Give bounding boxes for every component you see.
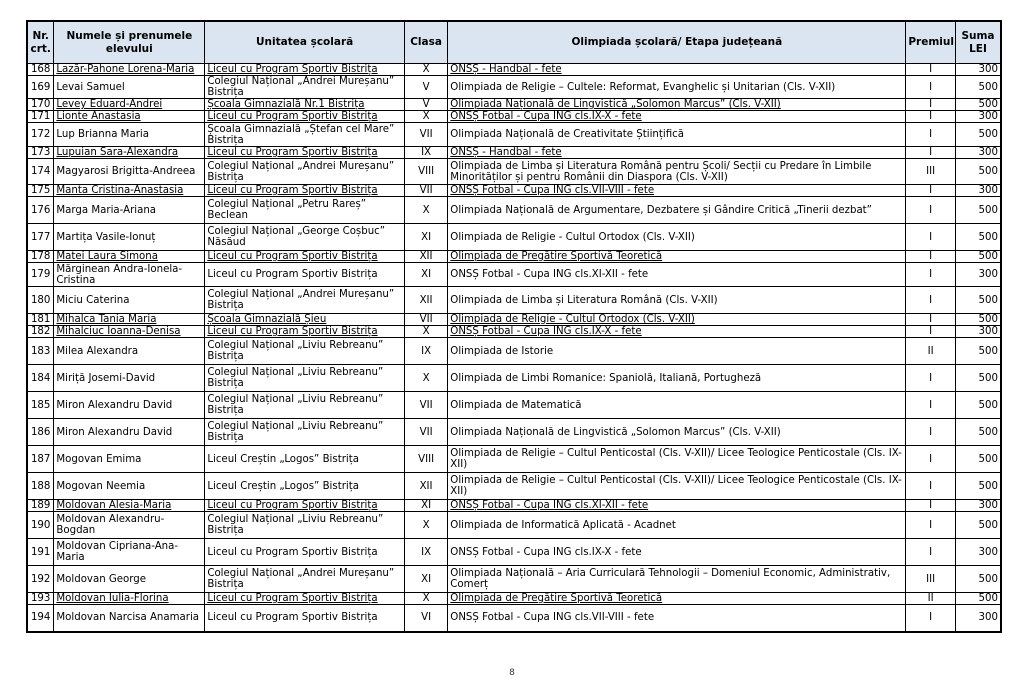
row-class: VIII [404, 159, 447, 185]
table-row [27, 500, 1001, 512]
row-prize: II [906, 338, 956, 365]
row-sum: 300 [955, 539, 1001, 566]
header-class: Clasa [404, 21, 447, 64]
row-name: Lazăr-Pahone Lorena-Maria [54, 64, 205, 76]
row-prize: I [906, 512, 956, 539]
row-prize: I [906, 185, 956, 197]
row-class: IX [404, 338, 447, 365]
row-school: Colegiul Național „Liviu Rebreanu” Bistrița [205, 419, 405, 446]
row-name: Lup Brianna Maria [54, 123, 205, 147]
row-prize: I [906, 473, 956, 500]
table-row [27, 287, 1001, 314]
header-olympiad: Olimpiada școlară/ Etapa județeană [448, 21, 906, 64]
row-olympiad: ONSȘ Fotbal - Cupa ING cls.IX-X - fete [448, 326, 906, 338]
row-sum: 500 [955, 251, 1001, 263]
row-school: Colegiul Național „Andrei Mureșanu” Bistrița [205, 76, 405, 99]
row-nr: 170 [27, 99, 54, 111]
table-row [27, 512, 1001, 539]
row-school: Liceul cu Program Sportiv Bistrița [205, 326, 405, 338]
row-school: Școala Gimnazială „Ștefan cel Mare” Bistrița [205, 123, 405, 147]
row-olympiad: Olimpiada Națională de Lingvistică „Solomon Marcus” (Cls. V-XII) [448, 99, 906, 111]
row-school: Liceul cu Program Sportiv Bistrița [205, 251, 405, 263]
row-sum: 500 [955, 338, 1001, 365]
row-olympiad: ONSȘ - Handbal - fete [448, 147, 906, 159]
table-row [27, 197, 1001, 224]
row-name: Matei Laura Simona [54, 251, 205, 263]
row-sum: 500 [955, 224, 1001, 251]
row-sum: 500 [955, 566, 1001, 593]
row-prize: I [906, 539, 956, 566]
row-olympiad: Olimpiada Națională – Aria Curriculară Tehnologii – Domeniul Economic, Administrativ, Comerț [448, 566, 906, 593]
row-class: X [404, 197, 447, 224]
row-class: XI [404, 263, 447, 287]
row-nr: 169 [27, 76, 54, 99]
row-olympiad: Olimpiada de Religie - Cultul Ortodox (Cls. V-XII) [448, 224, 906, 251]
table-row [27, 593, 1001, 605]
row-prize: I [906, 64, 956, 76]
row-olympiad: Olimpiada de Limbi Romanice: Spaniolă, Italiană, Portugheză [448, 365, 906, 392]
row-school: Liceul cu Program Sportiv Bistrița [205, 111, 405, 123]
row-school: Colegiul Național „Andrei Mureșanu” Bistrița [205, 159, 405, 185]
row-prize: I [906, 500, 956, 512]
table-row [27, 446, 1001, 473]
row-sum: 500 [955, 593, 1001, 605]
row-name: Moldovan Iulia-Florina [54, 593, 205, 605]
row-prize: III [906, 159, 956, 185]
row-olympiad: Olimpiada de Istorie [448, 338, 906, 365]
row-class: XI [404, 500, 447, 512]
row-class: XII [404, 251, 447, 263]
row-nr: 184 [27, 365, 54, 392]
row-class: VII [404, 392, 447, 419]
row-school: Colegiul Național „George Coșbuc” Năsăud [205, 224, 405, 251]
row-olympiad: ONSȘ - Handbal - fete [448, 64, 906, 76]
row-sum: 300 [955, 147, 1001, 159]
row-name: Moldovan Alesia-Maria [54, 500, 205, 512]
row-school: Liceul cu Program Sportiv Bistrița [205, 500, 405, 512]
row-prize: I [906, 326, 956, 338]
header-school: Unitatea școlară [205, 21, 405, 64]
row-nr: 178 [27, 251, 54, 263]
table-row [27, 326, 1001, 338]
row-sum: 500 [955, 392, 1001, 419]
row-class: X [404, 512, 447, 539]
row-class: IX [404, 539, 447, 566]
table-row [27, 224, 1001, 251]
row-sum: 500 [955, 287, 1001, 314]
table-body [27, 64, 1001, 632]
row-school: Colegiul Național „Liviu Rebreanu” Bistrița [205, 365, 405, 392]
row-sum: 500 [955, 419, 1001, 446]
row-prize: I [906, 251, 956, 263]
table-row [27, 539, 1001, 566]
row-olympiad: ONSȘ Fotbal - Cupa ING cls.IX-X - fete [448, 111, 906, 123]
table-row [27, 64, 1001, 76]
row-prize: I [906, 224, 956, 251]
row-olympiad: Olimpiada de Religie - Cultul Ortodox (Cls. V-XII) [448, 314, 906, 326]
row-school: Colegiul Național „Andrei Mureșanu” Bistrița [205, 287, 405, 314]
row-name: Manta Cristina-Anastasia [54, 185, 205, 197]
row-nr: 179 [27, 263, 54, 287]
row-name: Mogovan Neemia [54, 473, 205, 500]
row-prize: II [906, 593, 956, 605]
row-sum: 300 [955, 111, 1001, 123]
row-class: X [404, 64, 447, 76]
header-sum: Suma LEI [955, 21, 1001, 64]
row-sum: 500 [955, 365, 1001, 392]
row-class: V [404, 76, 447, 99]
row-sum: 500 [955, 197, 1001, 224]
table-row [27, 159, 1001, 185]
row-name: Moldovan George [54, 566, 205, 593]
row-name: Mihalciuc Ioanna-Denisa [54, 326, 205, 338]
row-sum: 500 [955, 159, 1001, 185]
table-row [27, 419, 1001, 446]
row-olympiad: Olimpiada de Matematică [448, 392, 906, 419]
row-school: Colegiul Național „Petru Rareș” Beclean [205, 197, 405, 224]
row-class: IX [404, 147, 447, 159]
row-sum: 500 [955, 76, 1001, 99]
row-class: XII [404, 473, 447, 500]
row-nr: 185 [27, 392, 54, 419]
row-name: Lupuian Sara-Alexandra [54, 147, 205, 159]
row-sum: 500 [955, 314, 1001, 326]
row-class: X [404, 365, 447, 392]
row-prize: I [906, 263, 956, 287]
row-prize: I [906, 605, 956, 632]
row-nr: 174 [27, 159, 54, 185]
row-name: Lionte Anastasia [54, 111, 205, 123]
row-nr: 193 [27, 593, 54, 605]
table-row [27, 147, 1001, 159]
row-school: Liceul Creștin „Logos” Bistrița [205, 473, 405, 500]
row-olympiad: Olimpiada de Limba și Literatura Română (Cls. V-XII) [448, 287, 906, 314]
row-olympiad: ONSȘ Fotbal - Cupa ING cls.XI-XII - fete [448, 500, 906, 512]
row-class: VII [404, 123, 447, 147]
row-olympiad: ONSȘ Fotbal - Cupa ING cls.IX-X - fete [448, 539, 906, 566]
row-sum: 500 [955, 99, 1001, 111]
row-sum: 500 [955, 446, 1001, 473]
table-row [27, 263, 1001, 287]
row-prize: I [906, 111, 956, 123]
row-prize: I [906, 446, 956, 473]
row-school: Liceul cu Program Sportiv Bistrița [205, 593, 405, 605]
row-olympiad: Olimpiada Națională de Lingvistică „Solomon Marcus” (Cls. V-XII) [448, 419, 906, 446]
row-nr: 183 [27, 338, 54, 365]
row-name: Magyarosi Brigitta-Andreea [54, 159, 205, 185]
row-nr: 182 [27, 326, 54, 338]
table-row [27, 99, 1001, 111]
row-olympiad: Olimpiada de Limba și Literatura Română pentru Școli/ Secții cu Predare în Limbile Minorităților și pentru Românii din Diaspora (Cls. V-XII) [448, 159, 906, 185]
row-nr: 181 [27, 314, 54, 326]
row-class: VII [404, 314, 447, 326]
row-prize: I [906, 147, 956, 159]
row-nr: 176 [27, 197, 54, 224]
row-nr: 180 [27, 287, 54, 314]
row-nr: 191 [27, 539, 54, 566]
row-prize: I [906, 197, 956, 224]
row-prize: III [906, 566, 956, 593]
row-name: Mihalca Tania Maria [54, 314, 205, 326]
row-nr: 189 [27, 500, 54, 512]
row-school: Colegiul Național „Liviu Rebreanu” Bistrița [205, 338, 405, 365]
row-sum: 300 [955, 326, 1001, 338]
row-olympiad: ONSȘ Fotbal - Cupa ING cls.XI-XII - fete [448, 263, 906, 287]
row-nr: 168 [27, 64, 54, 76]
row-nr: 177 [27, 224, 54, 251]
row-class: VII [404, 419, 447, 446]
row-nr: 175 [27, 185, 54, 197]
row-class: VIII [404, 446, 447, 473]
row-name: Miron Alexandru David [54, 392, 205, 419]
row-nr: 171 [27, 111, 54, 123]
row-prize: I [906, 365, 956, 392]
row-name: Mogovan Emima [54, 446, 205, 473]
row-olympiad: Olimpiada de Religie – Cultul Penticostal (Cls. V-XII)/ Licee Teologice Penticostale (Cls. IX-XII) [448, 446, 906, 473]
row-nr: 192 [27, 566, 54, 593]
row-name: Miciu Caterina [54, 287, 205, 314]
row-school: Liceul Creștin „Logos” Bistrița [205, 446, 405, 473]
row-school: Liceul cu Program Sportiv Bistrița [205, 605, 405, 632]
page-number: 8 [509, 668, 515, 678]
header-nr: Nr. crt. [27, 21, 54, 64]
row-name: Levai Samuel [54, 76, 205, 99]
row-school: Colegiul Național „Liviu Rebreanu” Bistrița [205, 512, 405, 539]
table-row [27, 185, 1001, 197]
row-nr: 172 [27, 123, 54, 147]
table-row [27, 566, 1001, 593]
row-prize: I [906, 123, 956, 147]
row-prize: I [906, 76, 956, 99]
row-name: Moldovan Alexandru-Bogdan [54, 512, 205, 539]
table-row [27, 251, 1001, 263]
row-class: V [404, 99, 447, 111]
table-row [27, 392, 1001, 419]
row-class: X [404, 593, 447, 605]
row-name: Martița Vasile-Ionuț [54, 224, 205, 251]
row-school: Liceul cu Program Sportiv Bistrița [205, 147, 405, 159]
row-nr: 173 [27, 147, 54, 159]
table-row [27, 314, 1001, 326]
table-row [27, 123, 1001, 147]
table-row [27, 365, 1001, 392]
row-nr: 194 [27, 605, 54, 632]
row-name: Marga Maria-Ariana [54, 197, 205, 224]
row-sum: 300 [955, 64, 1001, 76]
row-name: Miron Alexandru David [54, 419, 205, 446]
row-nr: 190 [27, 512, 54, 539]
row-name: Mărginean Andra-Ionela-Cristina [54, 263, 205, 287]
row-nr: 186 [27, 419, 54, 446]
row-name: Miriță Josemi-David [54, 365, 205, 392]
row-class: XI [404, 566, 447, 593]
header-prize: Premiul [906, 21, 956, 64]
table-row [27, 473, 1001, 500]
row-olympiad: Olimpiada de Pregătire Sportivă Teoretică [448, 593, 906, 605]
row-school: Liceul cu Program Sportiv Bistrița [205, 539, 405, 566]
row-school: Liceul cu Program Sportiv Bistrița [205, 263, 405, 287]
row-school: Liceul cu Program Sportiv Bistrița [205, 185, 405, 197]
row-olympiad: Olimpiada de Informatică Aplicată - Acadnet [448, 512, 906, 539]
row-prize: I [906, 314, 956, 326]
row-name: Moldovan Cipriana-Ana-Maria [54, 539, 205, 566]
row-sum: 300 [955, 263, 1001, 287]
row-class: X [404, 326, 447, 338]
row-olympiad: Olimpiada Națională de Creativitate Științifică [448, 123, 906, 147]
header-name: Numele și prenumele elevului [54, 21, 205, 64]
row-school: Colegiul Național „Andrei Mureșanu” Bistrița [205, 566, 405, 593]
row-sum: 300 [955, 605, 1001, 632]
row-name: Levey Eduard-Andrei [54, 99, 205, 111]
row-sum: 500 [955, 123, 1001, 147]
row-sum: 300 [955, 500, 1001, 512]
row-nr: 187 [27, 446, 54, 473]
row-olympiad: Olimpiada de Pregătire Sportivă Teoretică [448, 251, 906, 263]
row-prize: I [906, 392, 956, 419]
row-olympiad: ONSȘ Fotbal - Cupa ING cls.VII-VIII - fete [448, 185, 906, 197]
row-olympiad: Olimpiada de Religie – Cultele: Reformat, Evanghelic și Unitarian (Cls. V-XII) [448, 76, 906, 99]
row-olympiad: Olimpiada Națională de Argumentare, Dezbatere și Gândire Critică „Tinerii dezbat” [448, 197, 906, 224]
table-row [27, 605, 1001, 632]
row-class: VI [404, 605, 447, 632]
awards-table [26, 20, 1002, 633]
row-school: Colegiul Național „Liviu Rebreanu” Bistrița [205, 392, 405, 419]
row-prize: I [906, 99, 956, 111]
table-header-row [27, 21, 1001, 64]
table-row [27, 338, 1001, 365]
row-class: XI [404, 224, 447, 251]
row-sum: 500 [955, 473, 1001, 500]
row-olympiad: ONSȘ Fotbal - Cupa ING cls.VII-VIII - fete [448, 605, 906, 632]
row-sum: 300 [955, 185, 1001, 197]
row-school: Liceul cu Program Sportiv Bistrița [205, 64, 405, 76]
row-name: Milea Alexandra [54, 338, 205, 365]
row-sum: 500 [955, 512, 1001, 539]
row-school: Școala Gimnazială Nr.1 Bistrița [205, 99, 405, 111]
row-prize: I [906, 419, 956, 446]
table-row [27, 111, 1001, 123]
row-school: Școala Gimnazială Șieu [205, 314, 405, 326]
table-row [27, 76, 1001, 99]
row-olympiad: Olimpiada de Religie – Cultul Penticostal (Cls. V-XII)/ Licee Teologice Penticostale (Cls. IX-XII) [448, 473, 906, 500]
row-class: XII [404, 287, 447, 314]
row-name: Moldovan Narcisa Anamaria [54, 605, 205, 632]
row-class: VII [404, 185, 447, 197]
row-nr: 188 [27, 473, 54, 500]
row-prize: I [906, 287, 956, 314]
row-class: X [404, 111, 447, 123]
